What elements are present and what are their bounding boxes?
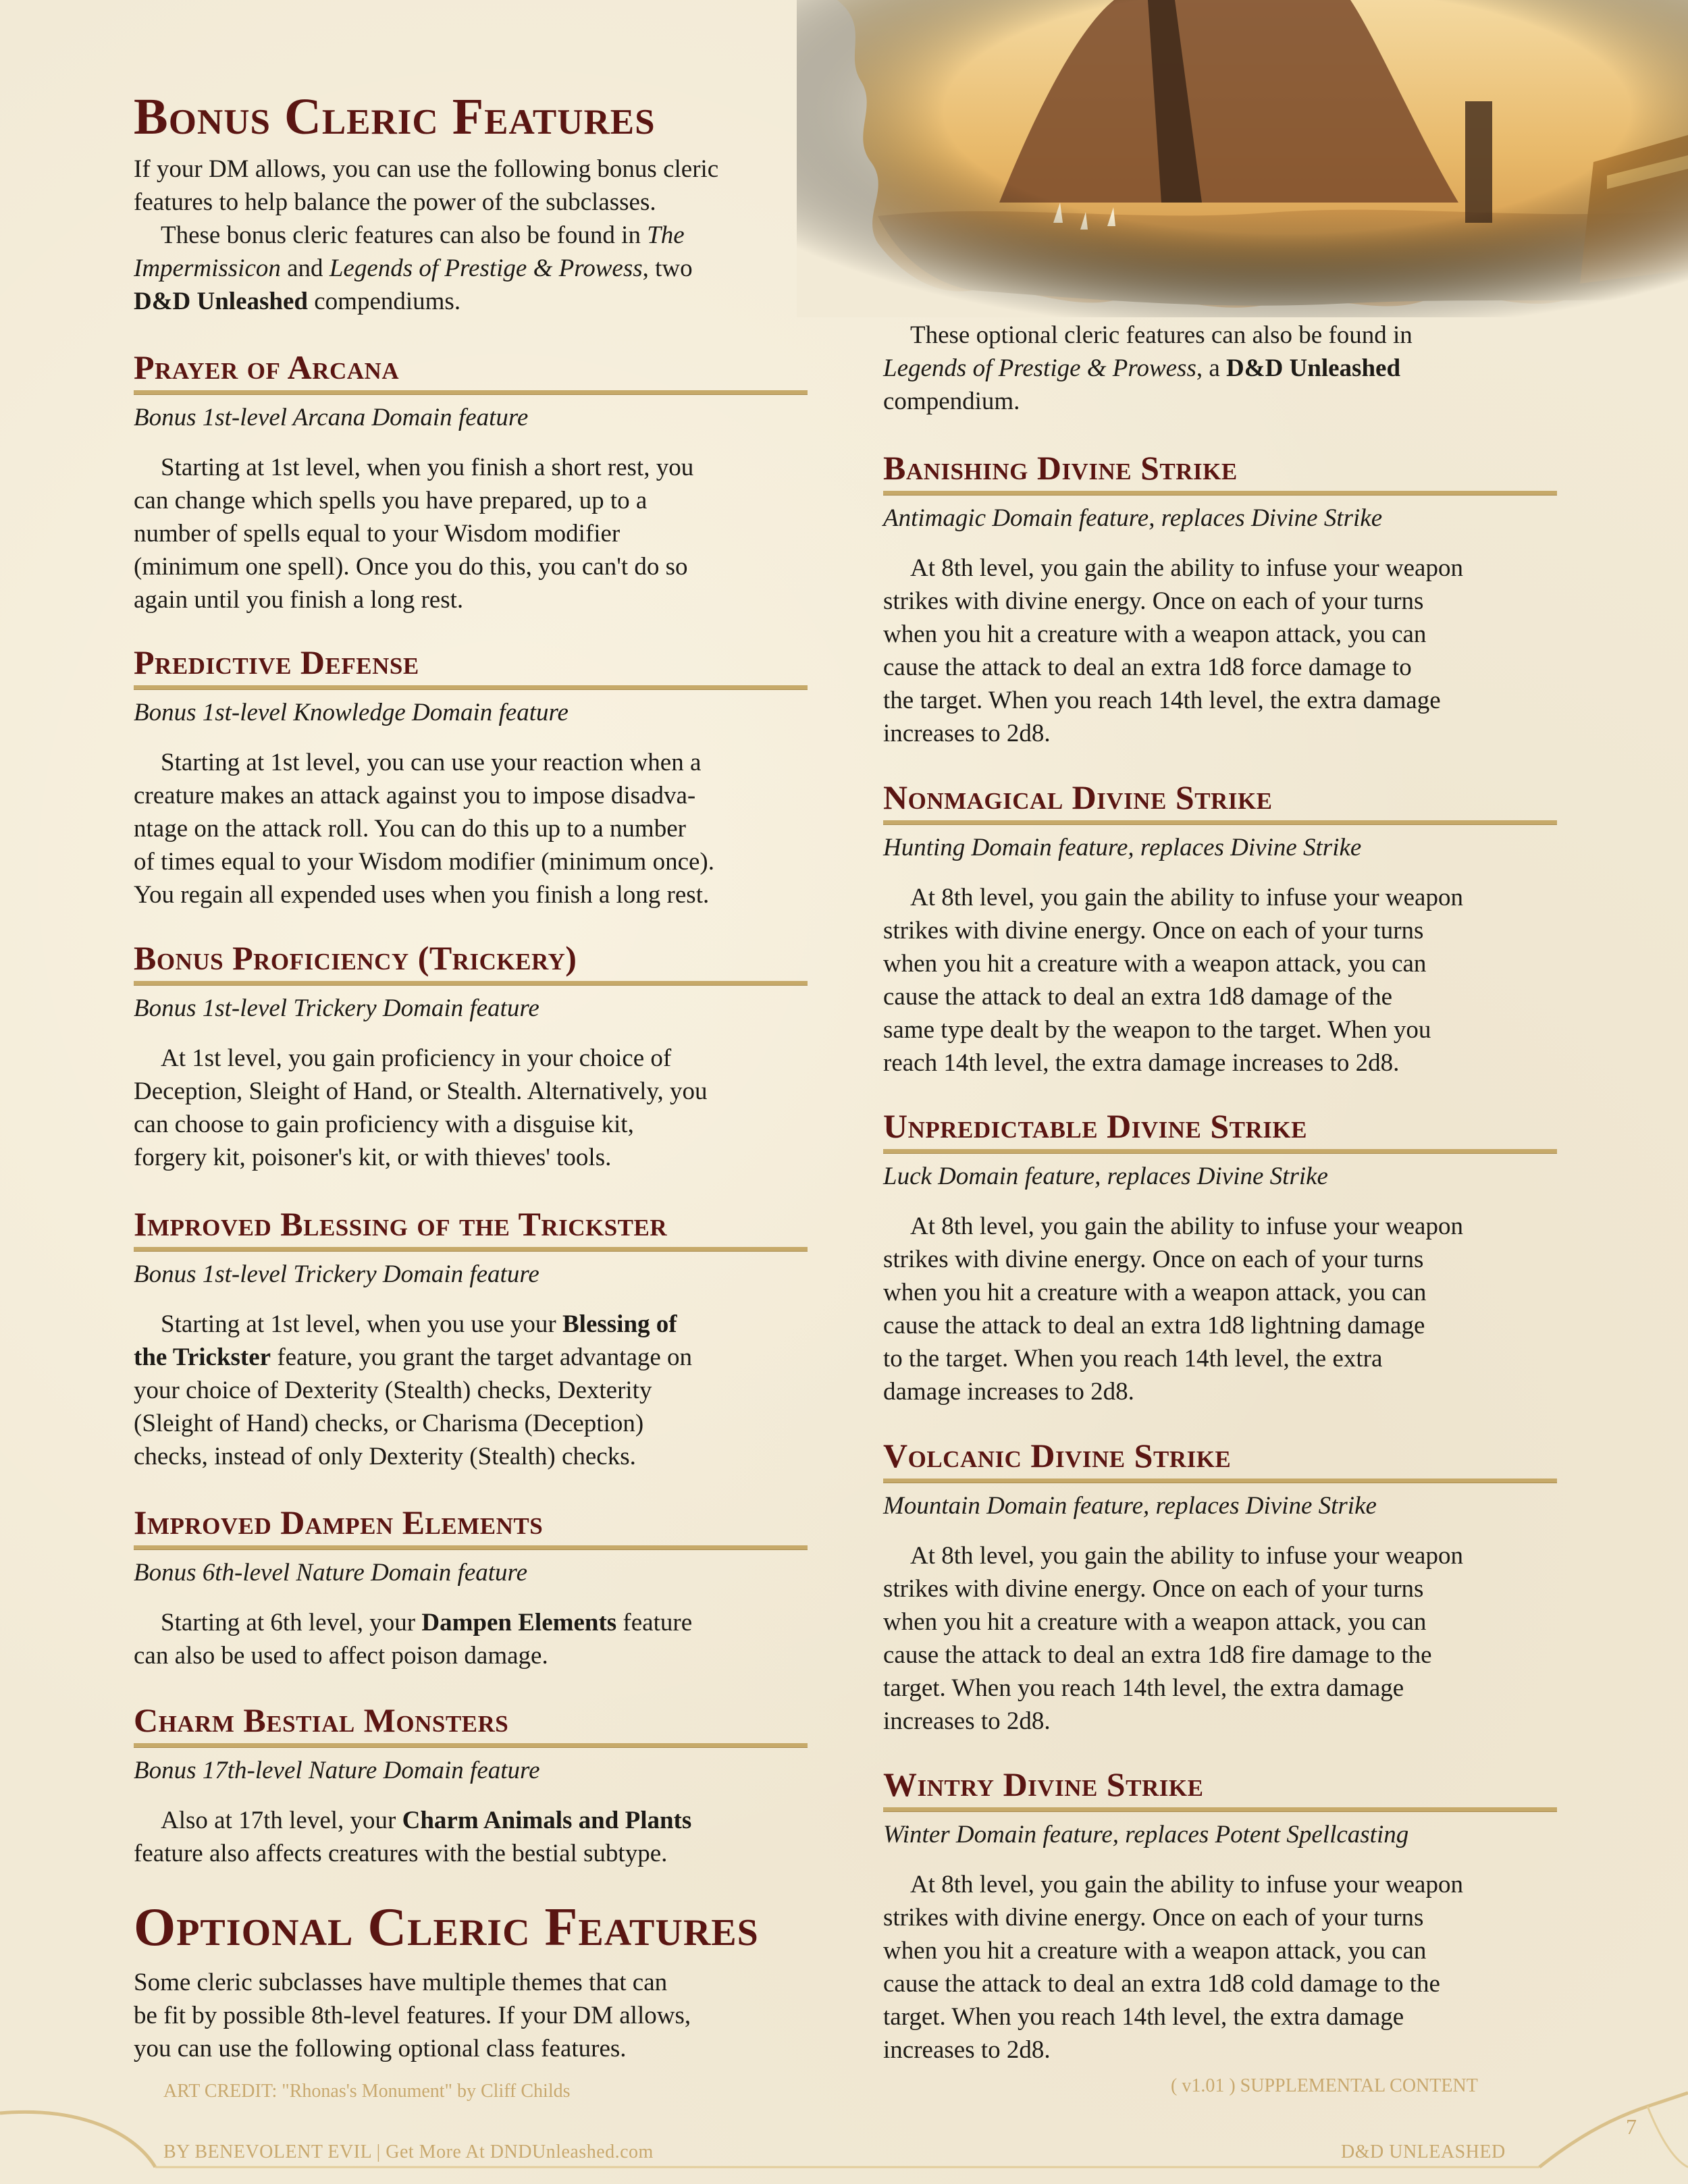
prayer-line-2: can change which spells you have prepared, up to a xyxy=(134,487,648,514)
section-title-bonus: Bonus Cleric Features xyxy=(134,88,656,145)
heading-rule xyxy=(134,1545,808,1550)
nonmagical-line-5: same type dealt by the weapon to the target. When you xyxy=(883,1016,1431,1044)
bonus-intro2-line-2: Impermissicon and Legends of Prestige & Prowess, two xyxy=(134,255,693,282)
nonmagical-line-6: reach 14th level, the extra damage increases to 2d8. xyxy=(883,1049,1400,1077)
subtitle-improved-dampen: Bonus 6th-level Nature Domain feature xyxy=(134,1559,527,1587)
heading-rule xyxy=(883,1149,1557,1154)
proficiency-line-3: can choose to gain proficiency with a disguise kit, xyxy=(134,1111,634,1138)
prayer-line-5: again until you finish a long rest. xyxy=(134,586,464,614)
charm-line-1: Also at 17th level, your Charm Animals and Plants xyxy=(161,1807,692,1834)
banishing-line-6: increases to 2d8. xyxy=(883,720,1051,747)
blessing-line-1: Starting at 1st level, when you use your Blessing of xyxy=(161,1310,677,1338)
heading-rule xyxy=(883,491,1557,496)
heading-bonus-proficiency: Bonus Proficiency (Trickery) xyxy=(134,939,577,977)
subtitle-prayer-of-arcana: Bonus 1st-level Arcana Domain feature xyxy=(134,404,529,431)
optional-intro2-line-3: compendium. xyxy=(883,388,1020,415)
dampen-line-2: can also be used to affect poison damage. xyxy=(134,1642,548,1670)
blessing-line-5: checks, instead of only Dexterity (Stealth) checks. xyxy=(134,1443,636,1470)
banishing-line-3: when you hit a creature with a weapon attack, you can xyxy=(883,620,1427,648)
blessing-line-4: (Sleight of Hand) checks, or Charisma (Deception) xyxy=(134,1410,644,1437)
volcanic-line-5: target. When you reach 14th level, the extra damage xyxy=(883,1674,1404,1702)
blessing-line-2: the Trickster feature, you grant the target advantage on xyxy=(134,1343,693,1371)
volcanic-line-2: strikes with divine energy. Once on each of your turns xyxy=(883,1575,1424,1603)
unpredictable-line-2: strikes with divine energy. Once on each of your turns xyxy=(883,1246,1424,1273)
volcanic-line-3: when you hit a creature with a weapon attack, you can xyxy=(883,1608,1427,1636)
unpredictable-line-4: cause the attack to deal an extra 1d8 lightning damage xyxy=(883,1312,1425,1339)
predictive-line-3: ntage on the attack roll. You can do this up to a number xyxy=(134,815,686,843)
proficiency-line-1: At 1st level, you gain proficiency in your choice of xyxy=(161,1044,672,1072)
heading-wintry-divine-strike: Wintry Divine Strike xyxy=(883,1765,1204,1803)
wintry-line-5: target. When you reach 14th level, the extra damage xyxy=(883,2003,1404,2031)
heading-rule xyxy=(134,685,808,690)
subtitle-nonmagical: Hunting Domain feature, replaces Divine Strike xyxy=(883,834,1362,861)
nonmagical-line-4: cause the attack to deal an extra 1d8 damage of the xyxy=(883,983,1393,1011)
dampen-line-1: Starting at 6th level, your Dampen Elements feature xyxy=(161,1609,693,1636)
footer-left: BY BENEVOLENT EVIL | Get More At DNDUnleashed.com xyxy=(163,2141,654,2162)
proficiency-line-4: forgery kit, poisoner's kit, or with thieves' tools. xyxy=(134,1144,612,1171)
blessing-line-3: your choice of Dexterity (Stealth) checks, Dexterity xyxy=(134,1377,652,1404)
version-label: ( v1.01 ) SUPPLEMENTAL CONTENT xyxy=(1171,2075,1478,2096)
subtitle-volcanic: Mountain Domain feature, replaces Divine Strike xyxy=(883,1492,1377,1520)
rhonas-monument-illustration xyxy=(797,0,1688,317)
bonus-intro2-line-3: D&D Unleashed compendiums. xyxy=(134,288,461,315)
predictive-line-2: creature makes an attack against you to impose disadva- xyxy=(134,782,696,809)
subtitle-unpredictable: Luck Domain feature, replaces Divine Strike xyxy=(883,1163,1328,1190)
charm-line-2: feature also affects creatures with the bestial subtype. xyxy=(134,1840,668,1867)
subtitle-improved-blessing: Bonus 1st-level Trickery Domain feature xyxy=(134,1260,539,1288)
section-title-optional: Optional Cleric Features xyxy=(134,1898,759,1957)
heading-rule xyxy=(134,390,808,395)
heading-rule xyxy=(883,1807,1557,1812)
bonus-intro-line-2: features to help balance the power of the subclasses. xyxy=(134,188,656,216)
volcanic-line-1: At 8th level, you gain the ability to infuse your weapon xyxy=(910,1542,1463,1570)
heading-rule xyxy=(134,981,808,986)
nonmagical-line-1: At 8th level, you gain the ability to infuse your weapon xyxy=(910,884,1463,911)
prayer-line-1: Starting at 1st level, when you finish a short rest, you xyxy=(161,454,694,481)
unpredictable-line-1: At 8th level, you gain the ability to infuse your weapon xyxy=(910,1213,1463,1240)
optional-intro-line-2: be fit by possible 8th-level features. If your DM allows, xyxy=(134,2002,691,2029)
unpredictable-line-5: to the target. When you reach 14th level, the extra xyxy=(883,1345,1383,1373)
volcanic-line-4: cause the attack to deal an extra 1d8 fire damage to the xyxy=(883,1641,1432,1669)
banishing-line-4: cause the attack to deal an extra 1d8 force damage to xyxy=(883,654,1412,681)
unpredictable-line-6: damage increases to 2d8. xyxy=(883,1378,1134,1406)
volcanic-line-6: increases to 2d8. xyxy=(883,1707,1051,1735)
wintry-line-6: increases to 2d8. xyxy=(883,2036,1051,2064)
proficiency-line-2: Deception, Sleight of Hand, or Stealth. Alternatively, you xyxy=(134,1077,708,1105)
heading-unpredictable-divine-strike: Unpredictable Divine Strike xyxy=(883,1107,1307,1145)
wintry-line-4: cause the attack to deal an extra 1d8 cold damage to the xyxy=(883,1970,1440,1998)
subtitle-predictive-defense: Bonus 1st-level Knowledge Domain feature xyxy=(134,699,569,726)
predictive-line-4: of times equal to your Wisdom modifier (minimum once). xyxy=(134,848,714,876)
heading-rule xyxy=(134,1743,808,1748)
heading-rule xyxy=(883,820,1557,825)
bonus-intro2-line-1: These bonus cleric features can also be found in The xyxy=(161,221,685,249)
heading-charm-bestial: Charm Bestial Monsters xyxy=(134,1701,509,1739)
heading-rule xyxy=(134,1247,808,1252)
unpredictable-line-3: when you hit a creature with a weapon attack, you can xyxy=(883,1279,1427,1306)
prayer-line-4: (minimum one spell). Once you do this, you can't do so xyxy=(134,553,688,581)
heading-volcanic-divine-strike: Volcanic Divine Strike xyxy=(883,1437,1232,1474)
optional-intro2-line-1: These optional cleric features can also be found in xyxy=(910,321,1413,349)
banishing-line-2: strikes with divine energy. Once on each of your turns xyxy=(883,587,1424,615)
prayer-line-3: number of spells equal to your Wisdom modifier xyxy=(134,520,621,548)
banishing-line-5: the target. When you reach 14th level, the extra damage xyxy=(883,687,1441,714)
heading-banishing-divine-strike: Banishing Divine Strike xyxy=(883,449,1238,487)
heading-predictive-defense: Predictive Defense xyxy=(134,643,419,681)
heading-rule xyxy=(883,1479,1557,1483)
subtitle-wintry: Winter Domain feature, replaces Potent Spellcasting xyxy=(883,1821,1409,1848)
subtitle-bonus-proficiency: Bonus 1st-level Trickery Domain feature xyxy=(134,994,539,1022)
wintry-line-1: At 8th level, you gain the ability to infuse your weapon xyxy=(910,1871,1463,1898)
nonmagical-line-3: when you hit a creature with a weapon attack, you can xyxy=(883,950,1427,978)
art-credit: ART CREDIT: "Rhonas's Monument" by Cliff Childs xyxy=(163,2081,571,2102)
predictive-line-1: Starting at 1st level, you can use your reaction when a xyxy=(161,749,702,776)
optional-intro-line-1: Some cleric subclasses have multiple themes that can xyxy=(134,1969,668,1996)
optional-intro2-line-2: Legends of Prestige & Prowess, a D&D Unleashed xyxy=(883,354,1401,382)
banishing-line-1: At 8th level, you gain the ability to infuse your weapon xyxy=(910,554,1463,582)
subtitle-charm-bestial: Bonus 17th-level Nature Domain feature xyxy=(134,1757,540,1784)
wintry-line-2: strikes with divine energy. Once on each of your turns xyxy=(883,1904,1424,1932)
heading-nonmagical-divine-strike: Nonmagical Divine Strike xyxy=(883,778,1273,816)
footer-right: D&D UNLEASHED xyxy=(1341,2141,1506,2162)
wintry-line-3: when you hit a creature with a weapon attack, you can xyxy=(883,1937,1427,1965)
heading-improved-dampen: Improved Dampen Elements xyxy=(134,1503,544,1541)
page-number: 7 xyxy=(1626,2114,1637,2139)
bonus-intro-line-1: If your DM allows, you can use the following bonus cleric xyxy=(134,155,719,183)
nonmagical-line-2: strikes with divine energy. Once on each of your turns xyxy=(883,917,1424,944)
predictive-line-5: You regain all expended uses when you finish a long rest. xyxy=(134,881,710,909)
optional-intro-line-3: you can use the following optional class features. xyxy=(134,2035,627,2062)
heading-prayer-of-arcana: Prayer of Arcana xyxy=(134,348,400,386)
heading-improved-blessing: Improved Blessing of the Trickster xyxy=(134,1205,668,1243)
subtitle-banishing: Antimagic Domain feature, replaces Divine Strike xyxy=(883,504,1383,532)
